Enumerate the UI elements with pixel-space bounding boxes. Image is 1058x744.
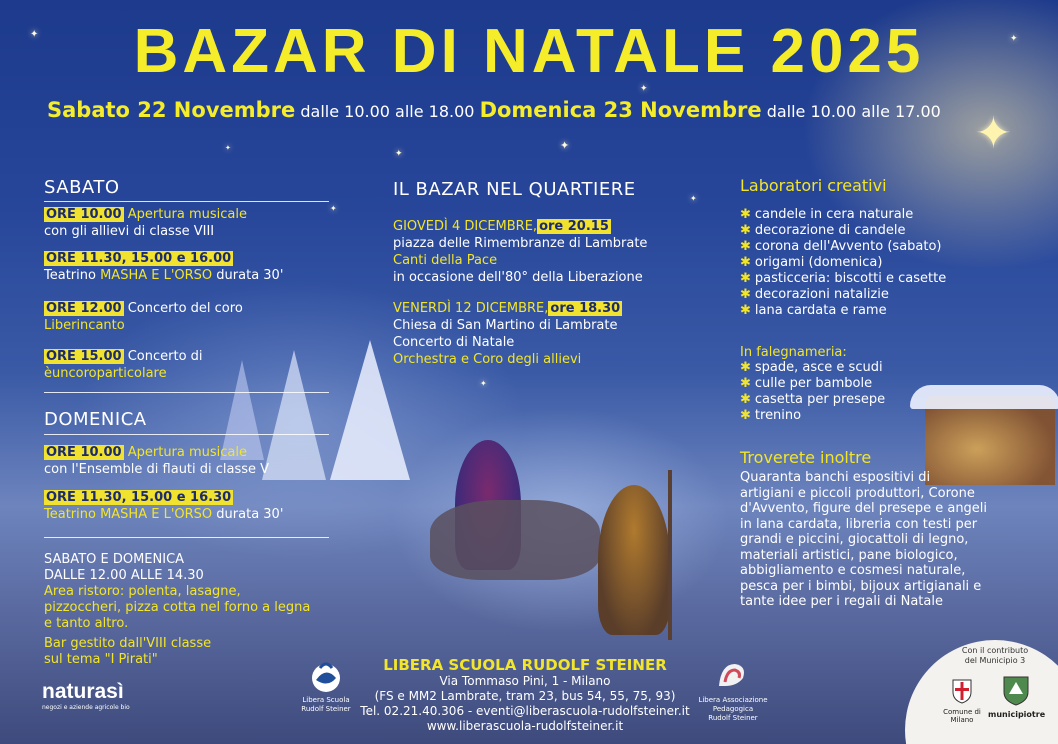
star-icon: ✦ [690,194,697,203]
laboratori-list [740,207,946,319]
asterisk-bullet-icon: ✱ [740,239,751,254]
day1-hours: dalle 10.00 alle 18.00 [300,102,475,121]
list-item: ✱ origami (domenica) [740,255,883,270]
asterisk-bullet-icon: ✱ [740,303,751,318]
time-badge: ore 18.30 [550,301,621,316]
school-logo-icon [306,656,346,696]
association-logo: Libera Associazione Pedagogica Rudolf Steiner [692,656,774,723]
list-item: ✱ decorazione di candele [740,223,906,238]
list-item: ✱ lana cardata e rame [740,303,887,318]
asterisk-bullet-icon: ✱ [740,207,751,222]
list-item: ✱ spade, asce e scudi [740,360,883,375]
star-icon: ✦ [30,29,39,40]
snowy-roof [910,385,1058,409]
domenica-event-2: ORE 11.30, 15.00 e 16.30 Teatrino MASHA E L'ORSO durata 30' [44,490,284,522]
divider [44,434,329,435]
naturasi-logo: naturasì negozi e aziende agricole bio [42,680,130,711]
quartiere-event-2: VENERDÌ 12 DICEMBRE, ore 18.30 Chiesa di San Martino di Lambrate Concerto di Natale Orchestra e Coro degli allievi [393,301,621,367]
star-icon: ✦ [640,84,648,94]
asterisk-bullet-icon: ✱ [740,376,751,391]
star-icon: ✦ [1010,34,1018,44]
asterisk-bullet-icon: ✱ [740,223,751,238]
time-badge: ORE 11.30, 15.00 e 16.00 [46,251,232,266]
troverete-body: Quaranta banchi espositivi di artigiani e piccoli produttori, Corone d'Avvento, figure del presepe e angeli in lana cardata, libreria con testi per grandi e piccini, giocattoli di legno, materiali artistici, pane biologico, abbigliamento e cosmesi naturale, pesca per i bimbi, bijoux artigianali e tante idee per i regali di Natale [740,470,988,609]
falegnameria-heading: In falegnameria: [740,345,847,360]
domenica-event-1: ORE 10.00 Apertura musicale con l'Ensemble di flauti di classe V [44,445,270,477]
list-item: ✱ candele in cera naturale [740,207,914,222]
asterisk-bullet-icon: ✱ [740,255,751,270]
school-logo: Libera Scuola Rudolf Steiner [296,656,356,714]
municipio-tre: municipiotre [988,674,1044,719]
event-dates [47,98,941,122]
star-icon: ✦ [225,144,231,152]
sabato-event-3: ORE 12.00 Concerto del coro Liberincanto [44,301,243,333]
association-logo-icon [713,656,753,696]
asterisk-bullet-icon: ✱ [740,408,751,423]
school-name: LIBERA SCUOLA RUDOLF STEINER [383,656,667,674]
laboratori-heading: Laboratori creativi [740,176,887,195]
list-item: ✱ trenino [740,408,802,423]
domenica-heading: DOMENICA [44,409,147,430]
school-contact: LIBERA SCUOLA RUDOLF STEINER Via Tommaso Pini, 1 - Milano (FS e MM2 Lambrate, tram 23, bus 54, 55, 75, 93) Tel. 02.21.40.306 - eventi@liberascuola-rudolfsteiner.it www.liberascuola-rudolfsteiner.it [360,656,690,733]
day2-label: Domenica 23 Novembre [479,98,762,122]
star-icon: ✦ [975,108,1012,159]
comune-milano: Comune di Milano [942,676,982,724]
joseph-staff [668,470,672,640]
joseph-figure [598,485,670,635]
time-badge: ORE 15.00 [46,349,122,364]
donkey-figure [430,500,600,580]
quartiere-event-1: GIOVEDÌ 4 DICEMBRE, ore 20.15 piazza delle Rimembranze di Lambrate Canti della Pace in occasione dell'80° della Liberazione [393,219,648,285]
divider [44,392,329,393]
day1-label: Sabato 22 Novembre [47,98,296,122]
asterisk-bullet-icon: ✱ [740,287,751,302]
troverete-heading: Troverete inoltre [740,448,872,467]
milano-crest-icon [951,676,973,704]
time-badge: ORE 10.00 [46,445,122,460]
contributo-label: Con il contributo del Municipio 3 [961,646,1029,665]
divider [44,201,329,202]
time-badge: ORE 10.00 [46,207,122,222]
list-item: ✱ corona dell'Avvento (sabato) [740,239,942,254]
ristoro-block: SABATO E DOMENICA DALLE 12.00 ALLE 14.30 Area ristoro: polenta, lasagne, pizzoccheri, pizza cotta nel forno a legna e tanto altro. Bar gestito dall'VIII classe sul tema "I Pirati" [44,552,311,667]
sabato-heading: SABATO [44,177,120,198]
quartiere-heading: IL BAZAR NEL QUARTIERE [393,179,636,200]
asterisk-bullet-icon: ✱ [740,392,751,407]
time-badge: ore 20.15 [539,219,609,234]
snowy-tree [262,350,326,480]
star-icon: ✦ [560,139,570,152]
divider [44,537,329,538]
page-title: BAZAR DI NATALE 2025 [133,17,925,86]
list-item: ✱ culle per bambole [740,376,873,391]
star-icon: ✦ [330,204,337,213]
falegnameria-list [740,360,885,424]
time-badge: ORE 12.00 [46,301,122,316]
list-item: ✱ pasticceria: biscotti e casette [740,271,947,286]
sabato-event-1: ORE 10.00 Apertura musicale con gli allievi di classe VIII [44,207,248,239]
list-item: ✱ decorazioni natalizie [740,287,889,302]
star-icon: ✦ [395,149,403,159]
sabato-event-4: ORE 15.00 Concerto di èuncoroparticolare [44,349,203,381]
sabato-event-2: ORE 11.30, 15.00 e 16.00 Teatrino MASHA E L'ORSO durata 30' [44,251,284,283]
list-item: ✱ casetta per presepe [740,392,886,407]
asterisk-bullet-icon: ✱ [740,271,751,286]
day2-hours: dalle 10.00 alle 17.00 [766,102,941,121]
municipio-crest-icon [1001,674,1031,706]
asterisk-bullet-icon: ✱ [740,360,751,375]
time-badge: ORE 11.30, 15.00 e 16.30 [46,490,232,505]
star-icon: ✦ [480,379,487,388]
